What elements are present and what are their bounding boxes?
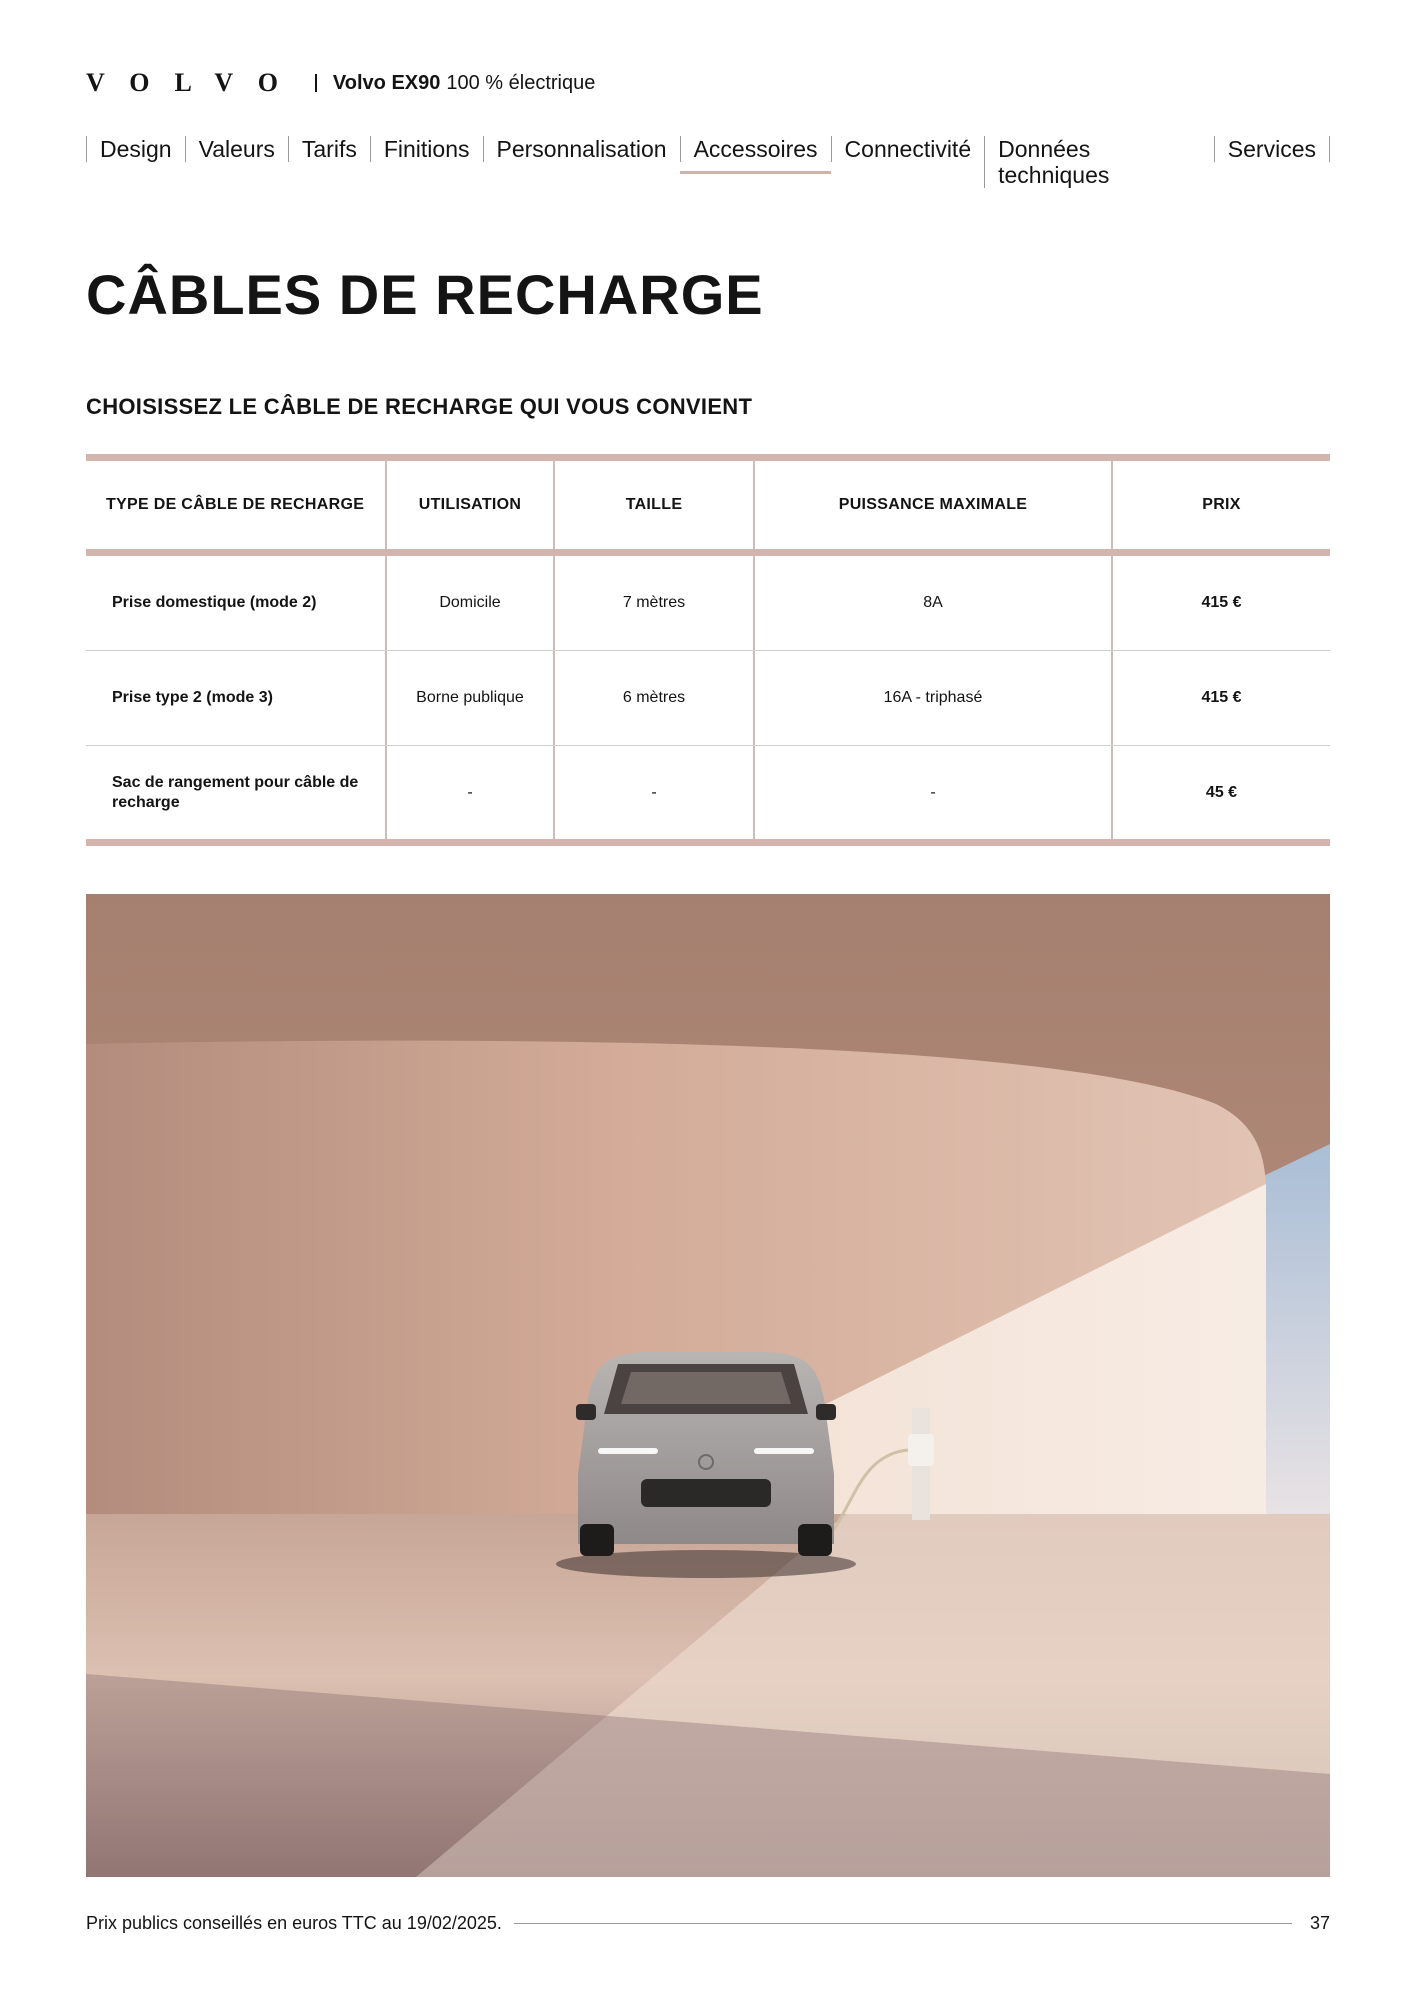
nav-item-label: Tarifs xyxy=(288,136,370,162)
nav-item-label: Services xyxy=(1214,136,1330,162)
nav-item-tarifs[interactable] xyxy=(288,130,370,174)
table-row xyxy=(86,746,1330,839)
nav-item-label: Accessoires xyxy=(680,136,831,162)
nav-item-design[interactable] xyxy=(86,130,185,174)
cell-type: Prise domestique (mode 2) xyxy=(86,556,387,650)
column-header: TAILLE xyxy=(555,461,755,549)
cell-puissance: 16A - triphasé xyxy=(755,651,1113,745)
nav-item-personnalisation[interactable] xyxy=(483,130,680,174)
nav-item-donnees-techniques[interactable] xyxy=(984,130,1214,188)
footer-divider xyxy=(514,1923,1292,1924)
brand-divider xyxy=(315,74,317,92)
nav-item-label: Valeurs xyxy=(185,136,288,162)
nav-item-label: Données techniques xyxy=(984,136,1214,188)
nav-item-label: Personnalisation xyxy=(483,136,680,162)
nav-item-label: Design xyxy=(86,136,185,162)
model-suffix: 100 % électrique xyxy=(446,71,596,94)
cell-utilisation: - xyxy=(387,746,555,839)
price-disclaimer: Prix publics conseillés en euros TTC au 19/02/2025. xyxy=(86,1912,502,1933)
cell-taille: 7 mètres xyxy=(555,556,755,650)
cell-prix: 415 € xyxy=(1201,594,1242,611)
column-header: UTILISATION xyxy=(387,461,555,549)
charging-cables-table xyxy=(86,454,1330,846)
hero-photo xyxy=(86,894,1330,1877)
table-row xyxy=(86,651,1330,746)
model-name: Volvo EX90 xyxy=(332,71,441,94)
car-charging-illustration xyxy=(86,894,1330,1877)
table-header-rule xyxy=(86,549,1330,556)
nav-item-label: Finitions xyxy=(370,136,483,162)
cell-puissance: - xyxy=(755,746,1113,839)
nav-item-valeurs[interactable] xyxy=(185,130,288,174)
cell-type: Prise type 2 (mode 3) xyxy=(86,651,387,745)
volvo-logo[interactable]: VOLVO xyxy=(86,68,303,97)
nav-item-finitions[interactable] xyxy=(370,130,483,174)
table-row xyxy=(86,556,1330,651)
section-subtitle: CHOISISSEZ LE CÂBLE DE RECHARGE QUI VOUS CONVIENT xyxy=(86,394,753,419)
section-nav xyxy=(86,130,1330,188)
nav-item-accessoires[interactable] xyxy=(680,130,831,174)
nav-item-label: Connectivité xyxy=(831,136,985,162)
cell-type: Sac de rangement pour câble de recharge xyxy=(86,746,387,839)
cell-prix: 415 € xyxy=(1201,689,1242,706)
nav-item-connectivite[interactable] xyxy=(831,130,985,174)
table-top-rule xyxy=(86,454,1330,461)
column-header: TYPE DE CÂBLE DE RECHARGE xyxy=(86,461,387,549)
cell-utilisation: Borne publique xyxy=(387,651,555,745)
cell-taille: - xyxy=(555,746,755,839)
cell-puissance: 8A xyxy=(755,556,1113,650)
brand-bar xyxy=(86,68,595,98)
cell-prix: 45 € xyxy=(1205,783,1238,801)
nav-item-services[interactable] xyxy=(1214,130,1330,174)
cell-taille: 6 mètres xyxy=(555,651,755,745)
page-title: CÂBLES DE RECHARGE xyxy=(86,263,764,326)
table-bottom-rule xyxy=(86,839,1330,846)
page-footer xyxy=(86,1909,1330,1937)
page-number: 37 xyxy=(1309,1912,1330,1933)
table-header-row xyxy=(86,461,1330,549)
column-header: PUISSANCE MAXIMALE xyxy=(755,461,1113,549)
cell-utilisation: Domicile xyxy=(387,556,555,650)
column-header: PRIX xyxy=(1202,496,1241,513)
